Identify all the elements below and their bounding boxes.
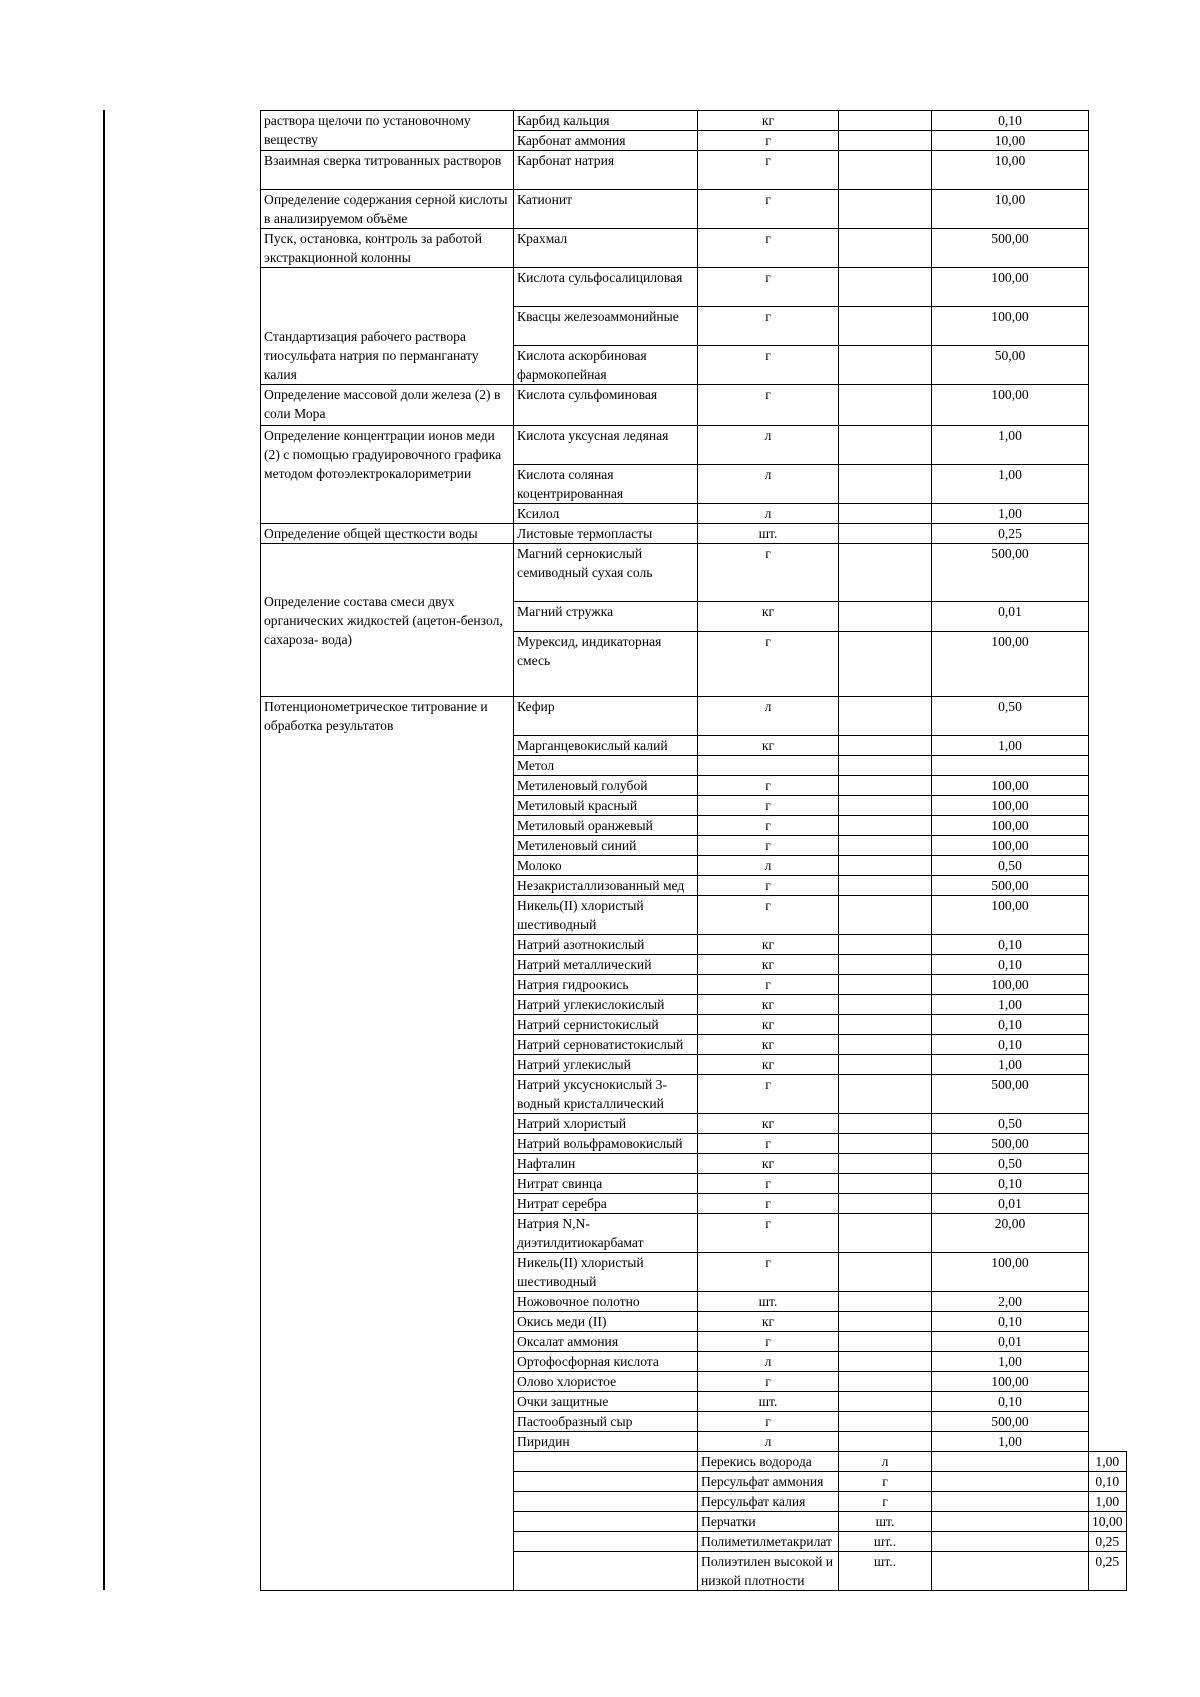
blank-cell — [839, 504, 932, 524]
work-cell: Потенционометрическое титрование и обработка результатов — [261, 697, 514, 1591]
work-cell — [514, 1532, 698, 1552]
quantity-cell: 0,10 — [932, 955, 1089, 975]
blank-cell — [839, 1134, 932, 1154]
unit-cell: г — [698, 268, 839, 307]
blank-cell — [932, 1512, 1089, 1532]
unit-cell: г — [698, 975, 839, 995]
blank-cell — [839, 995, 932, 1015]
quantity-cell: 1,00 — [932, 426, 1089, 465]
work-cell: Определение концентрации ионов меди (2) с помощью градуировочного графика методом фотоэлектрокалориметрии — [261, 426, 514, 524]
reagent-cell: Метиленовый синий — [514, 836, 698, 856]
reagent-cell: Никель(II) хлористый шестиводный — [514, 1253, 698, 1292]
quantity-cell: 1,00 — [932, 995, 1089, 1015]
reagents-table-body — [261, 111, 1127, 1591]
work-cell: Определение массовой доли железа (2) в соли Мора — [261, 385, 514, 426]
table-row — [261, 151, 1127, 190]
unit-cell: г — [698, 776, 839, 796]
quantity-cell: 0,50 — [932, 1154, 1089, 1174]
blank-cell — [839, 1312, 932, 1332]
unit-cell: г — [698, 1214, 839, 1253]
table-row — [261, 697, 1127, 736]
unit-cell: г — [698, 896, 839, 935]
blank-cell — [839, 307, 932, 346]
reagent-cell: Олово хлористое — [514, 1372, 698, 1392]
quantity-cell — [932, 756, 1089, 776]
unit-cell: шт.. — [839, 1532, 932, 1552]
quantity-cell: 100,00 — [932, 816, 1089, 836]
blank-cell — [839, 1214, 932, 1253]
quantity-cell: 0,10 — [932, 1035, 1089, 1055]
blank-cell — [839, 975, 932, 995]
reagent-cell: Марганцевокислый калий — [514, 736, 698, 756]
unit-cell: г — [698, 796, 839, 816]
unit-cell: кг — [698, 935, 839, 955]
reagent-cell: Кислота сульфоминовая — [514, 385, 698, 426]
blank-cell — [839, 1392, 932, 1412]
unit-cell: г — [698, 1412, 839, 1432]
reagent-cell: Натрий серноватистокислый — [514, 1035, 698, 1055]
quantity-cell: 10,00 — [932, 190, 1089, 229]
blank-cell — [839, 776, 932, 796]
work-cell: раствора щелочи по установочному веществу — [261, 111, 514, 151]
table-row — [261, 426, 1127, 465]
quantity-cell: 1,00 — [1089, 1492, 1127, 1512]
reagent-cell: Метиленовый голубой — [514, 776, 698, 796]
unit-cell: кг — [698, 1055, 839, 1075]
quantity-cell: 100,00 — [932, 1372, 1089, 1392]
blank-cell — [839, 1174, 932, 1194]
reagent-cell: Нитрат свинца — [514, 1174, 698, 1194]
reagent-cell: Кислота сульфосалициловая — [514, 268, 698, 307]
quantity-cell: 100,00 — [932, 268, 1089, 307]
unit-cell: г — [698, 544, 839, 602]
reagent-cell: Метиловый красный — [514, 796, 698, 816]
quantity-cell: 0,01 — [932, 1194, 1089, 1214]
blank-cell — [839, 190, 932, 229]
quantity-cell: 0,01 — [932, 602, 1089, 632]
unit-cell: шт.. — [839, 1552, 932, 1591]
quantity-cell: 0,10 — [1089, 1472, 1127, 1492]
reagent-cell: Перекись водорода — [698, 1452, 839, 1472]
reagents-table — [260, 110, 1127, 1591]
blank-cell — [839, 1055, 932, 1075]
reagent-cell: Пастообразный сыр — [514, 1412, 698, 1432]
unit-cell: л — [698, 504, 839, 524]
unit-cell: кг — [698, 1035, 839, 1055]
quantity-cell: 500,00 — [932, 1075, 1089, 1114]
unit-cell: г — [839, 1472, 932, 1492]
work-cell — [514, 1492, 698, 1512]
blank-cell — [839, 1332, 932, 1352]
reagent-cell: Кислота уксусная ледяная — [514, 426, 698, 465]
quantity-cell: 500,00 — [932, 1412, 1089, 1432]
quantity-cell: 0,01 — [932, 1332, 1089, 1352]
reagent-cell: Очки защитные — [514, 1392, 698, 1412]
blank-cell — [839, 346, 932, 385]
unit-cell: кг — [698, 1154, 839, 1174]
quantity-cell: 50,00 — [932, 346, 1089, 385]
blank-cell — [839, 856, 932, 876]
blank-cell — [932, 1532, 1089, 1552]
reagent-cell: Ортофосфорная кислота — [514, 1352, 698, 1372]
blank-cell — [839, 1015, 932, 1035]
blank-cell — [839, 756, 932, 776]
unit-cell: кг — [698, 955, 839, 975]
blank-cell — [839, 1292, 932, 1312]
unit-cell: г — [698, 1372, 839, 1392]
unit-cell: г — [698, 190, 839, 229]
unit-cell: кг — [698, 602, 839, 632]
blank-cell — [839, 1035, 932, 1055]
table-row — [261, 268, 1127, 307]
unit-cell: л — [698, 697, 839, 736]
reagent-cell: Оксалат аммония — [514, 1332, 698, 1352]
quantity-cell: 1,00 — [932, 1055, 1089, 1075]
blank-cell — [839, 632, 932, 697]
work-cell — [514, 1552, 698, 1591]
quantity-cell: 100,00 — [932, 896, 1089, 935]
reagent-cell: Незакристаллизованный мед — [514, 876, 698, 896]
quantity-cell: 10,00 — [1089, 1512, 1127, 1532]
reagent-cell: Пиридин — [514, 1432, 698, 1452]
quantity-cell: 0,10 — [932, 1174, 1089, 1194]
quantity-cell: 500,00 — [932, 229, 1089, 268]
reagent-cell: Натрий хлористый — [514, 1114, 698, 1134]
blank-cell — [932, 1492, 1089, 1512]
work-cell — [514, 1512, 698, 1532]
unit-cell: г — [698, 131, 839, 151]
reagent-cell: Нафталин — [514, 1154, 698, 1174]
work-cell: Пуск, остановка, контроль за работой экстракционной колонны — [261, 229, 514, 268]
unit-cell: г — [698, 816, 839, 836]
quantity-cell: 100,00 — [932, 796, 1089, 816]
reagent-cell: Полиэтилен высокой и низкой плотности — [698, 1552, 839, 1591]
unit-cell: г — [698, 1174, 839, 1194]
unit-cell — [698, 756, 839, 776]
reagent-cell: Карбид кальция — [514, 111, 698, 131]
reagent-cell: Магний стружка — [514, 602, 698, 632]
reagent-cell: Натрий углекислокислый — [514, 995, 698, 1015]
reagent-cell: Крахмал — [514, 229, 698, 268]
reagent-cell: Никель(II) хлористый шестиводный — [514, 896, 698, 935]
quantity-cell: 1,00 — [932, 1432, 1089, 1452]
blank-cell — [932, 1472, 1089, 1492]
quantity-cell: 0,25 — [1089, 1532, 1127, 1552]
unit-cell: л — [698, 465, 839, 504]
unit-cell: г — [839, 1492, 932, 1512]
blank-cell — [839, 385, 932, 426]
blank-cell — [839, 816, 932, 836]
unit-cell: л — [839, 1452, 932, 1472]
quantity-cell: 0,50 — [932, 1114, 1089, 1134]
work-cell — [514, 1452, 698, 1472]
unit-cell: шт. — [698, 1292, 839, 1312]
reagent-cell: Магний сернокислый семиводный сухая соль — [514, 544, 698, 602]
blank-cell — [839, 1114, 932, 1134]
reagent-cell: Полиметилметакрилат — [698, 1532, 839, 1552]
blank-cell — [839, 151, 932, 190]
quantity-cell: 500,00 — [932, 1134, 1089, 1154]
quantity-cell: 500,00 — [932, 876, 1089, 896]
unit-cell: г — [698, 632, 839, 697]
reagent-cell: Катионит — [514, 190, 698, 229]
unit-cell: г — [698, 1253, 839, 1292]
work-cell: Определение общей щесткости воды — [261, 524, 514, 544]
quantity-cell: 20,00 — [932, 1214, 1089, 1253]
quantity-cell: 1,00 — [932, 504, 1089, 524]
reagent-cell: Кислота аскорбиновая фармокопейная — [514, 346, 698, 385]
reagent-cell: Нитрат серебра — [514, 1194, 698, 1214]
blank-cell — [839, 1412, 932, 1432]
reagent-cell: Ножовочное полотно — [514, 1292, 698, 1312]
blank-cell — [839, 796, 932, 816]
unit-cell: г — [698, 836, 839, 856]
unit-cell: л — [698, 426, 839, 465]
reagent-cell: Метол — [514, 756, 698, 776]
reagent-cell: Перчатки — [698, 1512, 839, 1532]
quantity-cell: 10,00 — [932, 151, 1089, 190]
reagent-cell: Натрий азотнокислый — [514, 935, 698, 955]
blank-cell — [839, 876, 932, 896]
reagent-cell: Кефир — [514, 697, 698, 736]
quantity-cell: 0,10 — [932, 1312, 1089, 1332]
table-row — [261, 524, 1127, 544]
reagent-cell: Кислота соляная коцентрированная — [514, 465, 698, 504]
unit-cell: л — [698, 856, 839, 876]
blank-cell — [839, 465, 932, 504]
quantity-cell: 0,50 — [932, 856, 1089, 876]
blank-cell — [839, 1253, 932, 1292]
quantity-cell: 0,25 — [1089, 1552, 1127, 1591]
work-cell: Стандартизация рабочего раствора тиосульфата натрия по перманганату калия — [261, 268, 514, 385]
reagent-cell: Окись меди (II) — [514, 1312, 698, 1332]
reagent-cell: Ксилол — [514, 504, 698, 524]
blank-cell — [839, 111, 932, 131]
quantity-cell: 0,10 — [932, 111, 1089, 131]
reagent-cell: Натрий уксуснокислый 3-водный кристаллический — [514, 1075, 698, 1114]
blank-cell — [932, 1452, 1089, 1472]
reagent-cell: Натрия N,N-диэтилдитиокарбамат — [514, 1214, 698, 1253]
work-cell: Определение содержания серной кислоты в анализируемом объёме — [261, 190, 514, 229]
blank-cell — [839, 896, 932, 935]
unit-cell: г — [698, 229, 839, 268]
blank-cell — [839, 1432, 932, 1452]
unit-cell: г — [698, 1075, 839, 1114]
blank-cell — [839, 955, 932, 975]
reagent-cell: Натрий углекислый — [514, 1055, 698, 1075]
reagent-cell: Листовые термопласты — [514, 524, 698, 544]
table-row — [261, 111, 1127, 131]
blank-cell — [839, 268, 932, 307]
reagent-cell: Карбонат натрия — [514, 151, 698, 190]
unit-cell: кг — [698, 1114, 839, 1134]
quantity-cell: 10,00 — [932, 131, 1089, 151]
blank-cell — [839, 1352, 932, 1372]
page-margin-line — [103, 110, 105, 1590]
quantity-cell: 1,00 — [932, 465, 1089, 504]
quantity-cell: 100,00 — [932, 776, 1089, 796]
unit-cell: л — [698, 1432, 839, 1452]
quantity-cell: 0,25 — [932, 524, 1089, 544]
work-cell: Определение состава смеси двух органических жидкостей (ацетон-бензол, сахароза- вода) — [261, 544, 514, 697]
reagent-cell: Карбонат аммония — [514, 131, 698, 151]
reagent-cell: Персульфат калия — [698, 1492, 839, 1512]
quantity-cell: 0,10 — [932, 1015, 1089, 1035]
quantity-cell: 0,10 — [932, 1392, 1089, 1412]
reagent-cell: Молоко — [514, 856, 698, 876]
blank-cell — [839, 1372, 932, 1392]
table-row — [261, 229, 1127, 268]
blank-cell — [839, 524, 932, 544]
quantity-cell: 100,00 — [932, 307, 1089, 346]
blank-cell — [839, 697, 932, 736]
table-row — [261, 385, 1127, 426]
unit-cell: кг — [698, 111, 839, 131]
unit-cell: кг — [698, 1312, 839, 1332]
unit-cell: л — [698, 1352, 839, 1372]
reagent-cell: Натрий вольфрамовокислый — [514, 1134, 698, 1154]
reagent-cell: Натрий сернистокислый — [514, 1015, 698, 1035]
unit-cell: шт. — [698, 1392, 839, 1412]
blank-cell — [839, 131, 932, 151]
quantity-cell: 2,00 — [932, 1292, 1089, 1312]
blank-cell — [839, 426, 932, 465]
blank-cell — [839, 935, 932, 955]
reagent-cell: Персульфат аммония — [698, 1472, 839, 1492]
quantity-cell: 500,00 — [932, 544, 1089, 602]
unit-cell: г — [698, 1134, 839, 1154]
unit-cell: г — [698, 151, 839, 190]
blank-cell — [839, 736, 932, 756]
work-cell: Взаимная сверка титрованных растворов — [261, 151, 514, 190]
quantity-cell: 100,00 — [932, 836, 1089, 856]
unit-cell: г — [698, 346, 839, 385]
quantity-cell: 1,00 — [932, 1352, 1089, 1372]
blank-cell — [839, 602, 932, 632]
blank-cell — [839, 544, 932, 602]
table-row — [261, 190, 1127, 229]
quantity-cell: 1,00 — [1089, 1452, 1127, 1472]
blank-cell — [839, 836, 932, 856]
unit-cell: кг — [698, 995, 839, 1015]
unit-cell: г — [698, 307, 839, 346]
quantity-cell: 100,00 — [932, 632, 1089, 697]
blank-cell — [839, 229, 932, 268]
blank-cell — [839, 1154, 932, 1174]
reagent-cell: Натрия гидроокись — [514, 975, 698, 995]
blank-cell — [839, 1075, 932, 1114]
quantity-cell: 0,50 — [932, 697, 1089, 736]
unit-cell: г — [698, 876, 839, 896]
unit-cell: шт. — [839, 1512, 932, 1532]
table-row — [261, 544, 1127, 602]
unit-cell: г — [698, 1194, 839, 1214]
quantity-cell: 0,10 — [932, 935, 1089, 955]
reagent-cell: Квасцы железоаммонийные — [514, 307, 698, 346]
reagent-cell: Натрий металлический — [514, 955, 698, 975]
quantity-cell: 100,00 — [932, 385, 1089, 426]
unit-cell: кг — [698, 736, 839, 756]
unit-cell: г — [698, 1332, 839, 1352]
quantity-cell: 1,00 — [932, 736, 1089, 756]
work-cell — [514, 1472, 698, 1492]
reagent-cell: Метиловый оранжевый — [514, 816, 698, 836]
unit-cell: кг — [698, 1015, 839, 1035]
quantity-cell: 100,00 — [932, 1253, 1089, 1292]
blank-cell — [932, 1552, 1089, 1591]
unit-cell: г — [698, 385, 839, 426]
blank-cell — [839, 1194, 932, 1214]
reagent-cell: Мурексид, индикаторная смесь — [514, 632, 698, 697]
quantity-cell: 100,00 — [932, 975, 1089, 995]
unit-cell: шт. — [698, 524, 839, 544]
